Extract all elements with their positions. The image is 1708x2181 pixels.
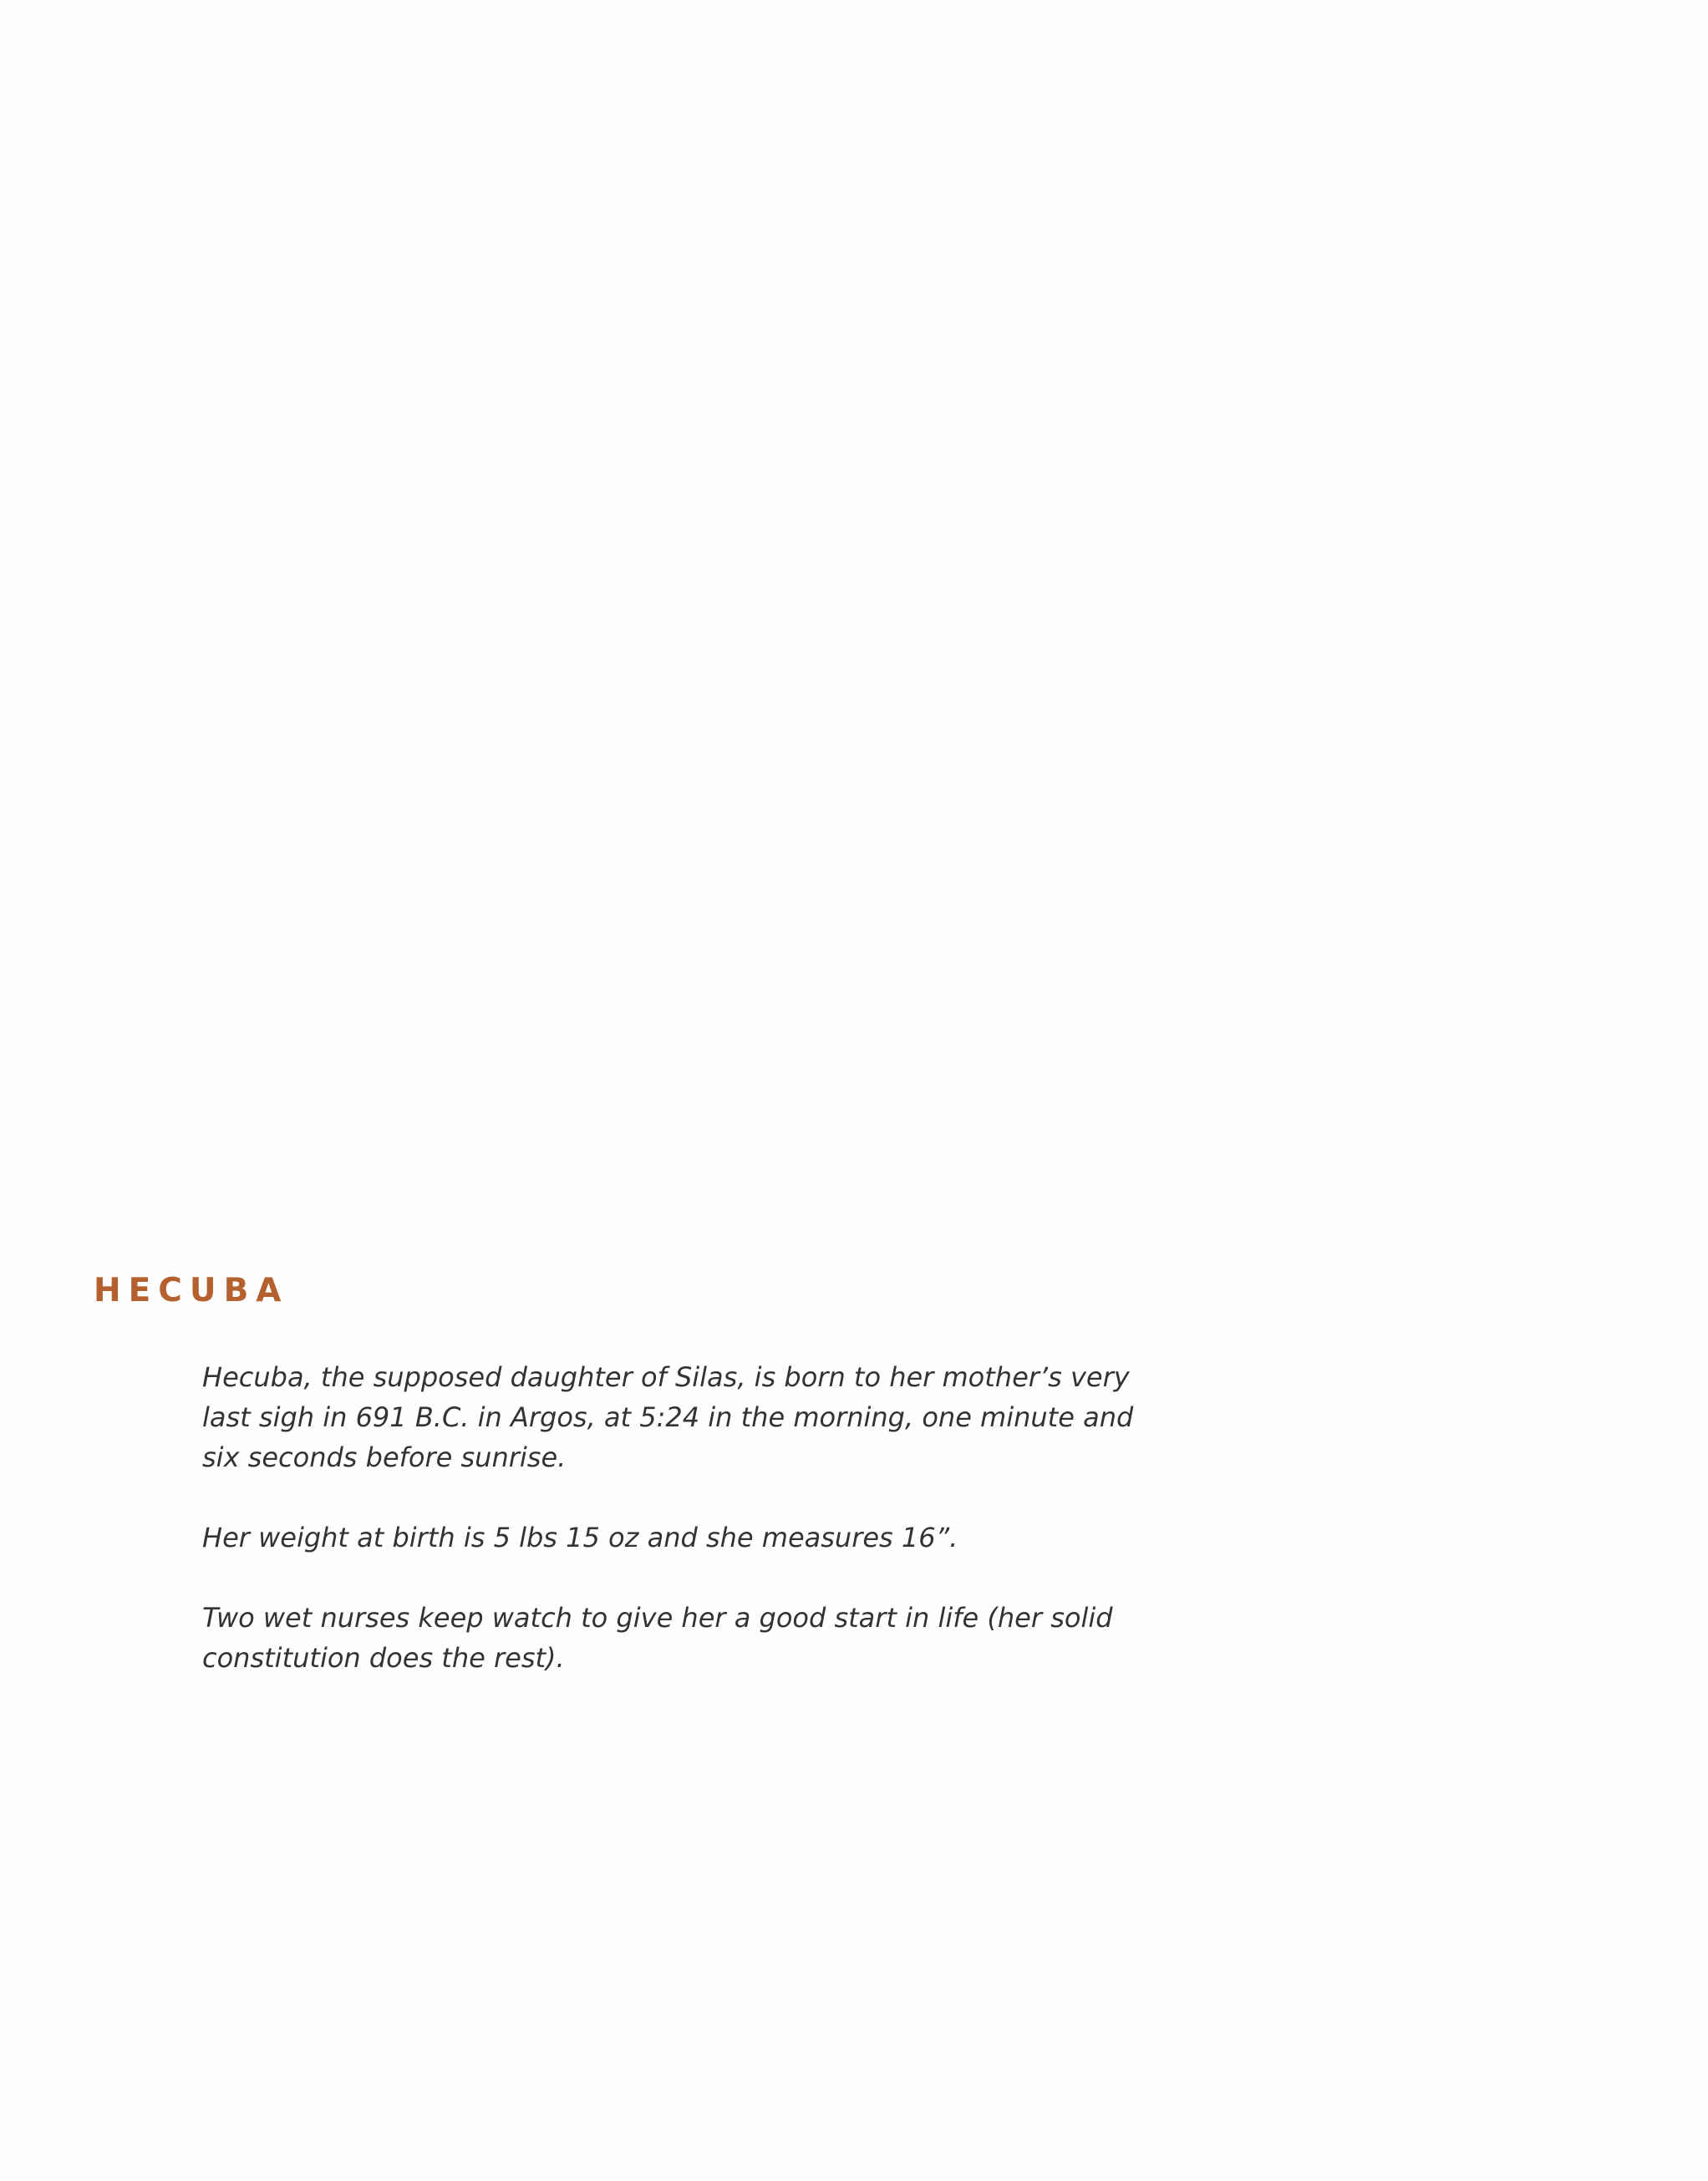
body-text bbox=[202, 1357, 1205, 1678]
text-line: Hecuba, the supposed daughter of Silas, is born to her mother’s very bbox=[202, 1361, 1130, 1393]
text-line: last sigh in 691 B.C. in Argos, at 5:24 in the morning, one minute and bbox=[202, 1401, 1134, 1433]
paragraph bbox=[202, 1518, 1205, 1558]
text-line: Her weight at birth is 5 lbs 15 oz and she measures 16”. bbox=[202, 1522, 958, 1553]
paragraph bbox=[202, 1598, 1205, 1678]
text-line: constitution does the rest). bbox=[202, 1642, 565, 1674]
paragraph bbox=[202, 1357, 1205, 1477]
text-line: six seconds before sunrise. bbox=[202, 1441, 567, 1473]
section-heading: HECUBA bbox=[94, 1272, 289, 1309]
text-line: Two wet nurses keep watch to give her a good start in life (her solid bbox=[202, 1602, 1113, 1634]
